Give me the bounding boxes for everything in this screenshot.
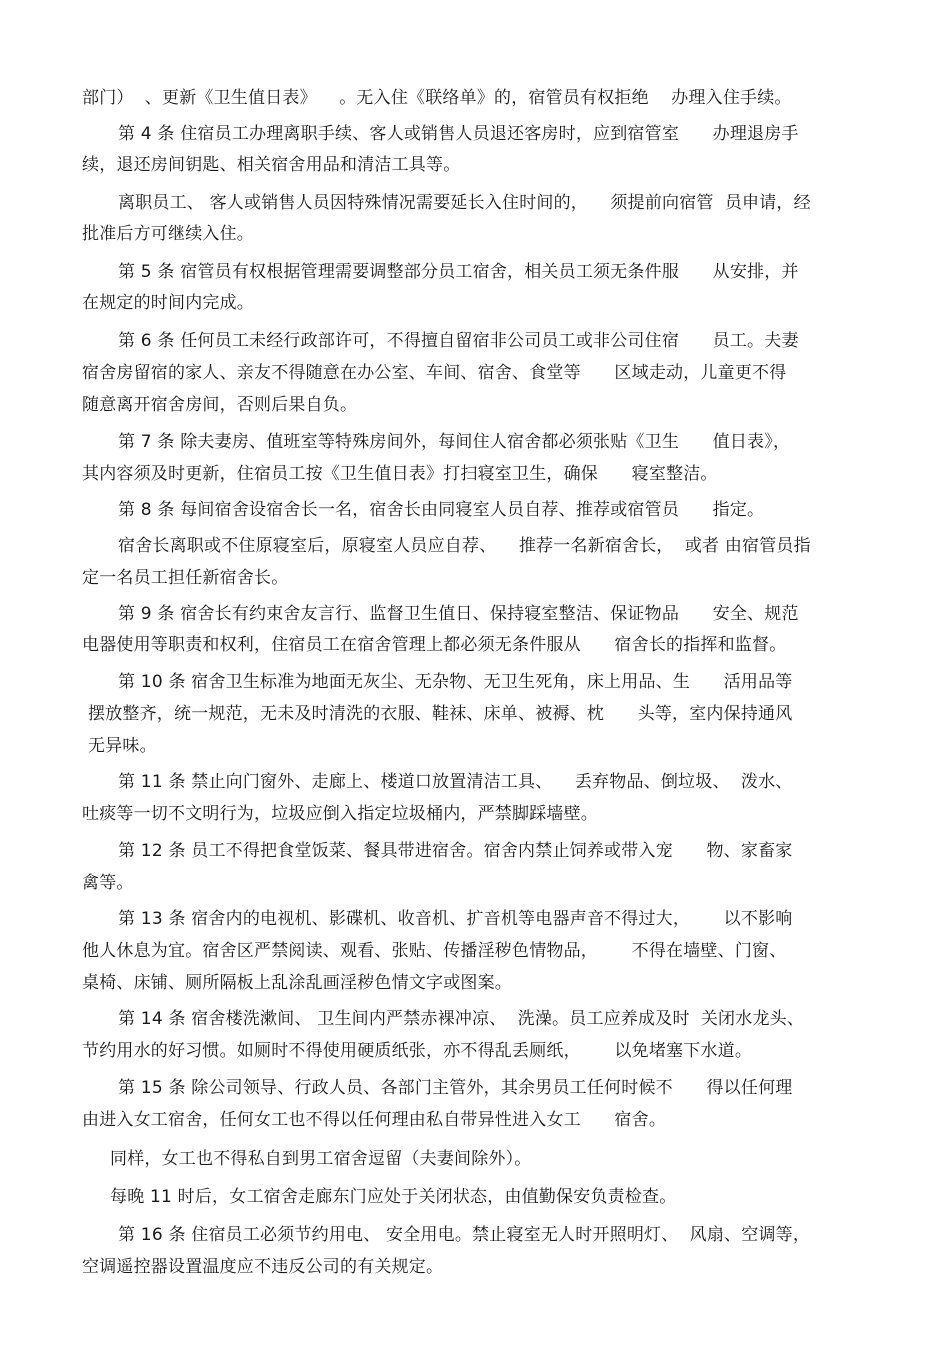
text-line: 随意离开宿舍房间，否则后果自负。 — [82, 395, 358, 415]
text-line: 第 16 条 住宿员工必须节约用电、 安全用电。禁止寝室无人时开照明灯、 风扇、空调等， — [118, 1225, 811, 1245]
text-line: 离职员工、 客人或销售人员因特殊情况需要延长入住时间的， 须提前向宿管 员申请，经 — [118, 193, 811, 213]
text-line: 第 11 条 禁止向门窗外、走廊上、楼道口放置清洁工具、 丢弃物品、倒垃圾、 泼水、 — [118, 772, 793, 792]
text-line: 第 12 条 员工不得把食堂饭菜、餐具带进宿舍。宿舍内禁止饲养或带入宠 物、家畜家 — [118, 841, 793, 861]
text-line: 吐痰等一切不文明行为，垃圾应倒入指定垃圾桶内，严禁脚踩墙壁。 — [82, 804, 598, 824]
text-line: 批准后方可继续入住。 — [82, 224, 254, 244]
text-line: 电器使用等职责和权利，住宿员工在宿舍管理上都必须无条件服从 宿舍长的指挥和监督。 — [82, 635, 787, 655]
text-line: 由进入女工宿舍，任何女工也不得以任何理由私自带异性进入女工 宿舍。 — [82, 1110, 667, 1130]
text-line: 定一名员工担任新宿舍长。 — [82, 568, 289, 588]
text-line: 第 6 条 任何员工未经行政部许可，不得擅自留宿非公司员工或非公司住宿 员工。夫妻 — [118, 331, 799, 351]
text-line: 第 14 条 宿舍楼洗漱间、 卫生间内严禁赤裸冲凉、 洗澡。员工应养成及时 关闭水龙头、 — [118, 1009, 805, 1029]
text-line: 同样，女工也不得私自到男工宿舍逗留（夫妻间除外）。 — [110, 1149, 532, 1169]
text-line: 续，退还房间钥匙、相关宿舍用品和清洁工具等。 — [82, 155, 461, 175]
text-line: 空调遥控器设置温度应不违反公司的有关规定。 — [82, 1257, 444, 1277]
text-line: 他人休息为宜。宿舍区严禁阅读、观看、张贴、传播淫秽色情物品， 不得在墙壁、门窗、 — [82, 941, 787, 961]
text-line: 无异味。 — [88, 736, 157, 756]
text-line: 其内容须及时更新，住宿员工按《卫生值日表》打扫寝室卫生，确保 寝室整洁。 — [82, 464, 718, 484]
text-line: 第 9 条 宿舍长有约束舍友言行、监督卫生值日、保持寝室整洁、保证物品 安全、规范 — [118, 604, 799, 624]
text-line: 第 15 条 除公司领导、行政人员、各部门主管外，其余男员工任何时候不 得以任何理 — [118, 1078, 793, 1098]
text-line: 第 5 条 宿管员有权根据管理需要调整部分员工宿舍，相关员工须无条件服 从安排，并 — [118, 262, 799, 282]
text-line: 第 8 条 每间宿舍设宿舍长一名，宿舍长由同寝室人员自荐、推荐或宿管员 指定。 — [118, 500, 765, 520]
text-line: 第 10 条 宿舍卫生标准为地面无灰尘、无杂物、无卫生死角，床上用品、生 活用品等 — [118, 672, 793, 692]
text-line: 第 7 条 除夫妻房、值班室等特殊房间外，每间住人宿舍都必须张贴《卫生 值日表》， — [118, 432, 791, 452]
text-line: 节约用水的好习惯。如厕时不得使用硬质纸张，亦不得乱丢厕纸， 以免堵塞下水道。 — [82, 1041, 753, 1061]
text-line: 每晚 11 时后，女工宿舍走廊东门应处于关闭状态，由值勤保安负责检查。 — [110, 1187, 677, 1207]
text-line: 禽等。 — [82, 873, 134, 893]
text-line: 宿舍长离职或不住原寝室后，原寝室人员应自荐、 推荐一名新宿舍长， 或者 由宿管员指 — [118, 536, 811, 556]
text-line: 第 13 条 宿舍内的电视机、影碟机、收音机、扩音机等电器声音不得过大， 以不影响 — [118, 909, 793, 929]
text-line: 部门） 、更新《卫生值日表》 。无入住《联络单》的，宿管员有权拒绝 办理入住手续。 — [82, 88, 792, 108]
text-line: 摆放整齐，统一规范，无未及时清洗的衣服、鞋袜、床单、被褥、枕 头等，室内保持通风 — [88, 704, 793, 724]
text-line: 桌椅、床铺、厕所隔板上乱涂乱画淫秽色情文字或图案。 — [82, 973, 512, 993]
text-line: 宿舍房留宿的家人、亲友不得随意在办公室、车间、宿舍、食堂等 区域走动，儿童更不得 — [82, 363, 787, 383]
text-line: 在规定的时间内完成。 — [82, 293, 254, 313]
text-line: 第 4 条 住宿员工办理离职手续、客人或销售人员退还客房时，应到宿管室 办理退房手 — [118, 124, 799, 144]
